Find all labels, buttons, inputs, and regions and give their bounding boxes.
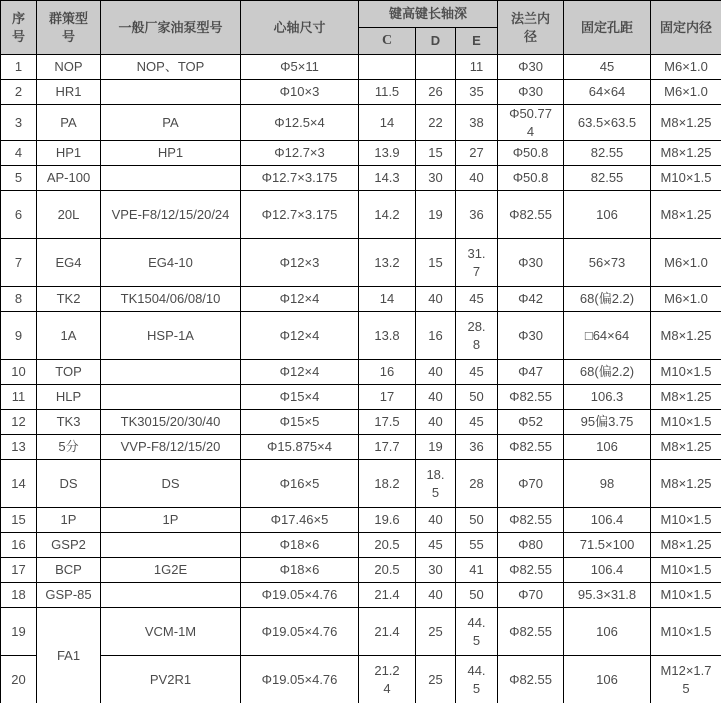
cell-d: 40	[416, 508, 456, 533]
header-flange-inner-diameter: 法兰内径	[498, 1, 564, 55]
cell-model: HP1	[37, 141, 101, 166]
cell-d: 30	[416, 558, 456, 583]
cell-hole: 82.55	[564, 166, 651, 191]
cell-c: 13.2	[359, 239, 416, 287]
cell-mfr: HP1	[101, 141, 241, 166]
cell-e: 28.8	[456, 312, 498, 360]
cell-inner: M6×1.0	[651, 80, 721, 105]
cell-no: 7	[1, 239, 37, 287]
cell-hole: 63.5×63.5	[564, 105, 651, 141]
cell-d: 15	[416, 141, 456, 166]
cell-mfr: DS	[101, 460, 241, 508]
cell-inner: M8×1.25	[651, 312, 721, 360]
cell-c: 17	[359, 385, 416, 410]
cell-no: 9	[1, 312, 37, 360]
cell-e: 36	[456, 191, 498, 239]
cell-hole: 82.55	[564, 141, 651, 166]
cell-model: GSP-85	[37, 583, 101, 608]
table-header	[1, 1, 721, 55]
table-row	[1, 312, 721, 360]
cell-d: 45	[416, 533, 456, 558]
cell-spindle: Φ12.7×3	[241, 141, 359, 166]
header-qunce-model: 群策型号	[37, 1, 101, 55]
cell-model: TOP	[37, 360, 101, 385]
cell-mfr	[101, 360, 241, 385]
cell-no: 15	[1, 508, 37, 533]
table-row	[1, 558, 721, 583]
cell-flange: Φ80	[498, 533, 564, 558]
cell-no: 3	[1, 105, 37, 141]
table-row	[1, 80, 721, 105]
table-row	[1, 105, 721, 141]
cell-c: 14.3	[359, 166, 416, 191]
cell-c: 11.5	[359, 80, 416, 105]
cell-d: 19	[416, 435, 456, 460]
header-row-1	[1, 1, 721, 28]
cell-hole: 98	[564, 460, 651, 508]
table-row	[1, 191, 721, 239]
table-row	[1, 608, 721, 656]
cell-hole: 68(偏2.2)	[564, 360, 651, 385]
cell-e: 45	[456, 287, 498, 312]
cell-c: 14.2	[359, 191, 416, 239]
cell-no: 12	[1, 410, 37, 435]
cell-spindle: Φ12×3	[241, 239, 359, 287]
cell-hole: 106.4	[564, 558, 651, 583]
cell-e: 38	[456, 105, 498, 141]
cell-model: PA	[37, 105, 101, 141]
cell-e: 44.5	[456, 656, 498, 703]
cell-hole: 106	[564, 656, 651, 703]
header-column-e: E	[456, 28, 498, 55]
cell-flange: Φ30	[498, 312, 564, 360]
cell-hole: 45	[564, 55, 651, 80]
cell-c: 21.4	[359, 583, 416, 608]
cell-spindle: Φ12×4	[241, 312, 359, 360]
cell-d: 30	[416, 166, 456, 191]
cell-mfr: HSP-1A	[101, 312, 241, 360]
table-row	[1, 141, 721, 166]
cell-d: 25	[416, 608, 456, 656]
cell-no: 11	[1, 385, 37, 410]
cell-mfr: EG4-10	[101, 239, 241, 287]
cell-d: 26	[416, 80, 456, 105]
cell-e: 35	[456, 80, 498, 105]
cell-e: 36	[456, 435, 498, 460]
table-body	[1, 55, 721, 703]
cell-inner: M10×1.5	[651, 508, 721, 533]
cell-model: TK2	[37, 287, 101, 312]
cell-mfr: PA	[101, 105, 241, 141]
cell-model: BCP	[37, 558, 101, 583]
cell-inner: M8×1.25	[651, 533, 721, 558]
cell-no: 1	[1, 55, 37, 80]
cell-c: 13.8	[359, 312, 416, 360]
cell-hole: 95.3×31.8	[564, 583, 651, 608]
cell-model: GSP2	[37, 533, 101, 558]
cell-inner: M8×1.25	[651, 105, 721, 141]
cell-mfr	[101, 166, 241, 191]
cell-d: 40	[416, 410, 456, 435]
cell-hole: 56×73	[564, 239, 651, 287]
cell-flange: Φ50.774	[498, 105, 564, 141]
cell-mfr	[101, 385, 241, 410]
cell-flange: Φ82.55	[498, 191, 564, 239]
header-fixed-inner-diameter: 固定内径	[651, 1, 721, 55]
cell-c	[359, 55, 416, 80]
cell-d	[416, 55, 456, 80]
cell-d: 25	[416, 656, 456, 703]
cell-flange: Φ82.55	[498, 508, 564, 533]
header-column-d: D	[416, 28, 456, 55]
cell-flange: Φ47	[498, 360, 564, 385]
cell-hole: 106.4	[564, 508, 651, 533]
cell-e: 55	[456, 533, 498, 558]
cell-e: 45	[456, 360, 498, 385]
cell-c: 20.5	[359, 558, 416, 583]
cell-spindle: Φ12.5×4	[241, 105, 359, 141]
cell-no: 8	[1, 287, 37, 312]
cell-model: EG4	[37, 239, 101, 287]
cell-mfr: PV2R1	[101, 656, 241, 703]
cell-d: 40	[416, 385, 456, 410]
cell-inner: M6×1.0	[651, 287, 721, 312]
cell-d: 40	[416, 287, 456, 312]
cell-c: 21.24	[359, 656, 416, 703]
table-row	[1, 533, 721, 558]
cell-hole: 106.3	[564, 385, 651, 410]
cell-model: 5分	[37, 435, 101, 460]
cell-flange: Φ30	[498, 239, 564, 287]
cell-mfr: VCM-1M	[101, 608, 241, 656]
cell-e: 50	[456, 583, 498, 608]
cell-c: 17.5	[359, 410, 416, 435]
cell-hole: 106	[564, 435, 651, 460]
table-row	[1, 239, 721, 287]
cell-d: 22	[416, 105, 456, 141]
cell-spindle: Φ12×4	[241, 287, 359, 312]
header-spindle-size: 心轴尺寸	[241, 1, 359, 55]
cell-spindle: Φ17.46×5	[241, 508, 359, 533]
table-row	[1, 583, 721, 608]
cell-inner: M6×1.0	[651, 55, 721, 80]
cell-d: 15	[416, 239, 456, 287]
cell-inner: M10×1.5	[651, 558, 721, 583]
table-row	[1, 55, 721, 80]
cell-inner: M8×1.25	[651, 460, 721, 508]
cell-spindle: Φ18×6	[241, 533, 359, 558]
table-row	[1, 656, 721, 703]
table-row	[1, 460, 721, 508]
cell-e: 50	[456, 508, 498, 533]
cell-d: 19	[416, 191, 456, 239]
cell-spindle: Φ12×4	[241, 360, 359, 385]
cell-c: 18.2	[359, 460, 416, 508]
cell-c: 19.6	[359, 508, 416, 533]
table-row	[1, 166, 721, 191]
table-row	[1, 435, 721, 460]
cell-flange: Φ70	[498, 583, 564, 608]
cell-e: 44.5	[456, 608, 498, 656]
cell-spindle: Φ12.7×3.175	[241, 166, 359, 191]
cell-mfr: 1G2E	[101, 558, 241, 583]
cell-e: 45	[456, 410, 498, 435]
cell-model: FA1	[37, 608, 101, 703]
cell-spindle: Φ18×6	[241, 558, 359, 583]
cell-hole: 64×64	[564, 80, 651, 105]
header-fixed-hole-spacing: 固定孔距	[564, 1, 651, 55]
cell-e: 28	[456, 460, 498, 508]
cell-e: 27	[456, 141, 498, 166]
cell-d: 40	[416, 360, 456, 385]
header-key-height-length-shaft-depth: 键高键长轴深	[359, 1, 498, 28]
cell-e: 31.7	[456, 239, 498, 287]
cell-e: 41	[456, 558, 498, 583]
cell-mfr	[101, 80, 241, 105]
cell-inner: M10×1.5	[651, 360, 721, 385]
cell-e: 11	[456, 55, 498, 80]
cell-flange: Φ42	[498, 287, 564, 312]
cell-flange: Φ82.55	[498, 558, 564, 583]
cell-c: 17.7	[359, 435, 416, 460]
cell-model: DS	[37, 460, 101, 508]
cell-model: 1A	[37, 312, 101, 360]
cell-e: 50	[456, 385, 498, 410]
cell-spindle: Φ16×5	[241, 460, 359, 508]
cell-spindle: Φ19.05×4.76	[241, 583, 359, 608]
cell-hole: 68(偏2.2)	[564, 287, 651, 312]
cell-inner: M6×1.0	[651, 239, 721, 287]
cell-flange: Φ30	[498, 55, 564, 80]
cell-no: 17	[1, 558, 37, 583]
cell-no: 19	[1, 608, 37, 656]
cell-spindle: Φ10×3	[241, 80, 359, 105]
cell-no: 6	[1, 191, 37, 239]
table-row	[1, 385, 721, 410]
cell-inner: M8×1.25	[651, 385, 721, 410]
cell-spindle: Φ15×4	[241, 385, 359, 410]
cell-inner: M10×1.5	[651, 410, 721, 435]
table-row	[1, 287, 721, 312]
table-row	[1, 410, 721, 435]
cell-flange: Φ52	[498, 410, 564, 435]
cell-d: 16	[416, 312, 456, 360]
cell-no: 5	[1, 166, 37, 191]
cell-model: TK3	[37, 410, 101, 435]
cell-spindle: Φ15×5	[241, 410, 359, 435]
cell-mfr: 1P	[101, 508, 241, 533]
cell-no: 20	[1, 656, 37, 703]
cell-d: 40	[416, 583, 456, 608]
cell-flange: Φ82.55	[498, 385, 564, 410]
header-serial-number: 序号	[1, 1, 37, 55]
cell-mfr: VPE-F8/12/15/20/24	[101, 191, 241, 239]
cell-no: 2	[1, 80, 37, 105]
table-row	[1, 360, 721, 385]
cell-spindle: Φ19.05×4.76	[241, 656, 359, 703]
cell-inner: M10×1.5	[651, 166, 721, 191]
cell-no: 4	[1, 141, 37, 166]
cell-no: 16	[1, 533, 37, 558]
cell-hole: □64×64	[564, 312, 651, 360]
cell-hole: 95偏3.75	[564, 410, 651, 435]
header-manufacturer-pump-model: 一般厂家油泵型号	[101, 1, 241, 55]
cell-d: 18.5	[416, 460, 456, 508]
cell-no: 18	[1, 583, 37, 608]
cell-c: 14	[359, 287, 416, 312]
table-row	[1, 508, 721, 533]
cell-model: HR1	[37, 80, 101, 105]
cell-no: 13	[1, 435, 37, 460]
cell-mfr	[101, 533, 241, 558]
cell-flange: Φ82.55	[498, 435, 564, 460]
cell-inner: M12×1.75	[651, 656, 721, 703]
cell-mfr: TK1504/06/08/10	[101, 287, 241, 312]
cell-no: 10	[1, 360, 37, 385]
cell-mfr: VVP-F8/12/15/20	[101, 435, 241, 460]
cell-inner: M8×1.25	[651, 191, 721, 239]
cell-flange: Φ82.55	[498, 656, 564, 703]
cell-c: 20.5	[359, 533, 416, 558]
cell-model: AP-100	[37, 166, 101, 191]
cell-spindle: Φ15.875×4	[241, 435, 359, 460]
cell-inner: M8×1.25	[651, 141, 721, 166]
cell-inner: M10×1.5	[651, 608, 721, 656]
cell-flange: Φ50.8	[498, 141, 564, 166]
cell-inner: M10×1.5	[651, 583, 721, 608]
cell-spindle: Φ5×11	[241, 55, 359, 80]
cell-mfr: TK3015/20/30/40	[101, 410, 241, 435]
cell-mfr: NOP、TOP	[101, 55, 241, 80]
cell-flange: Φ50.8	[498, 166, 564, 191]
cell-flange: Φ70	[498, 460, 564, 508]
cell-mfr	[101, 583, 241, 608]
cell-model: NOP	[37, 55, 101, 80]
cell-c: 21.4	[359, 608, 416, 656]
cell-c: 14	[359, 105, 416, 141]
cell-spindle: Φ12.7×3.175	[241, 191, 359, 239]
cell-c: 16	[359, 360, 416, 385]
cell-c: 13.9	[359, 141, 416, 166]
cell-flange: Φ30	[498, 80, 564, 105]
cell-inner: M8×1.25	[651, 435, 721, 460]
cell-no: 14	[1, 460, 37, 508]
cell-model: HLP	[37, 385, 101, 410]
cell-e: 40	[456, 166, 498, 191]
cell-model: 1P	[37, 508, 101, 533]
cell-hole: 71.5×100	[564, 533, 651, 558]
header-column-c: C	[359, 28, 416, 55]
cell-model: 20L	[37, 191, 101, 239]
cell-hole: 106	[564, 191, 651, 239]
cell-flange: Φ82.55	[498, 608, 564, 656]
cell-spindle: Φ19.05×4.76	[241, 608, 359, 656]
cell-hole: 106	[564, 608, 651, 656]
